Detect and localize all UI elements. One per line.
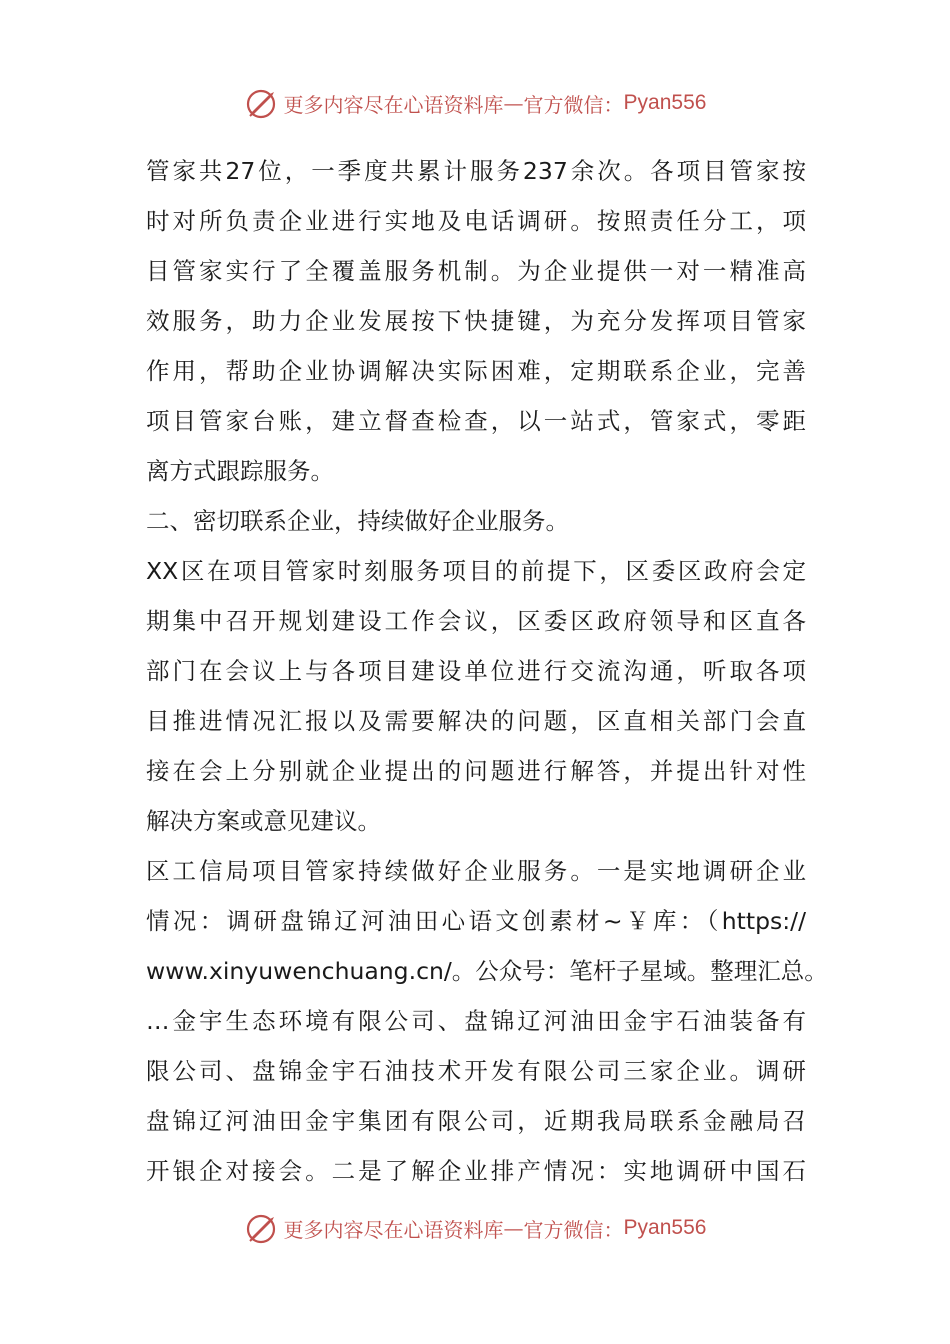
section-heading: 二、密切联系企业，持续做好企业服务。 [146, 507, 569, 535]
body-line: XX区在项目管家时刻服务项目的前提下，区委区政府会定 [146, 557, 806, 585]
banner-slogan: 更多内容尽在心语资料库 [283, 92, 504, 117]
body-line: 解决方案或意见建议。 [146, 807, 381, 835]
body-line: 离方式跟踪服务。 [146, 457, 334, 485]
body-line: 情况：调研盘锦辽河油田心语文创素材~￥库：（https:// [146, 907, 806, 935]
body-line: 目推进情况汇报以及需要解决的问题，区直相关部门会直 [146, 707, 806, 735]
banner-wechat-id: Pyan556 [623, 1216, 707, 1239]
banner-wechat-label: 官方微信： [523, 1217, 624, 1242]
body-line: 效服务，助力企业发展按下快捷键，为充分发挥项目管家 [146, 307, 806, 335]
banner-separator: — [503, 91, 524, 115]
banner-separator: — [503, 1216, 524, 1240]
banner-wechat-label: 官方微信： [523, 92, 624, 117]
pen-logo-icon [244, 1210, 280, 1246]
body-line: 限公司、盘锦金宇石油技术开发有限公司三家企业。调研 [146, 1057, 806, 1085]
body-line: 部门在会议上与各项目建设单位进行交流沟通，听取各项 [146, 657, 806, 685]
body-line: 开银企对接会。二是了解企业排产情况：实地调研中国石 [146, 1157, 806, 1185]
pen-logo-icon [244, 85, 280, 121]
footer-watermark-banner [0, 1208, 950, 1248]
body-line: 接在会上分别就企业提出的问题进行解答，并提出针对性 [146, 757, 806, 785]
body-line: www.xinyuwenchuang.cn/。公众号：笔杆子星域。整理汇总。 [146, 957, 828, 985]
header-watermark-banner [0, 83, 950, 123]
banner-slogan: 更多内容尽在心语资料库 [283, 1217, 504, 1242]
body-line: 盘锦辽河油田金宇集团有限公司，近期我局联系金融局召 [146, 1107, 806, 1135]
body-line: 时对所负责企业进行实地及电话调研。按照责任分工，项 [146, 207, 806, 235]
banner-wechat-id: Pyan556 [623, 91, 707, 114]
body-line: 项目管家台账，建立督查检查，以一站式，管家式，零距 [146, 407, 806, 435]
body-line: 管家共27位，一季度共累计服务237余次。各项目管家按 [146, 157, 806, 185]
body-line: 作用，帮助企业协调解决实际困难，定期联系企业，完善 [146, 357, 806, 385]
body-line: 期集中召开规划建设工作会议，区委区政府领导和区直各 [146, 607, 806, 635]
body-line: 区工信局项目管家持续做好企业服务。一是实地调研企业 [146, 857, 806, 885]
body-line: …金宇生态环境有限公司、盘锦辽河油田金宇石油装备有 [146, 1007, 806, 1035]
body-line: 目管家实行了全覆盖服务机制。为企业提供一对一精准高 [146, 257, 806, 285]
document-body [146, 146, 828, 1196]
